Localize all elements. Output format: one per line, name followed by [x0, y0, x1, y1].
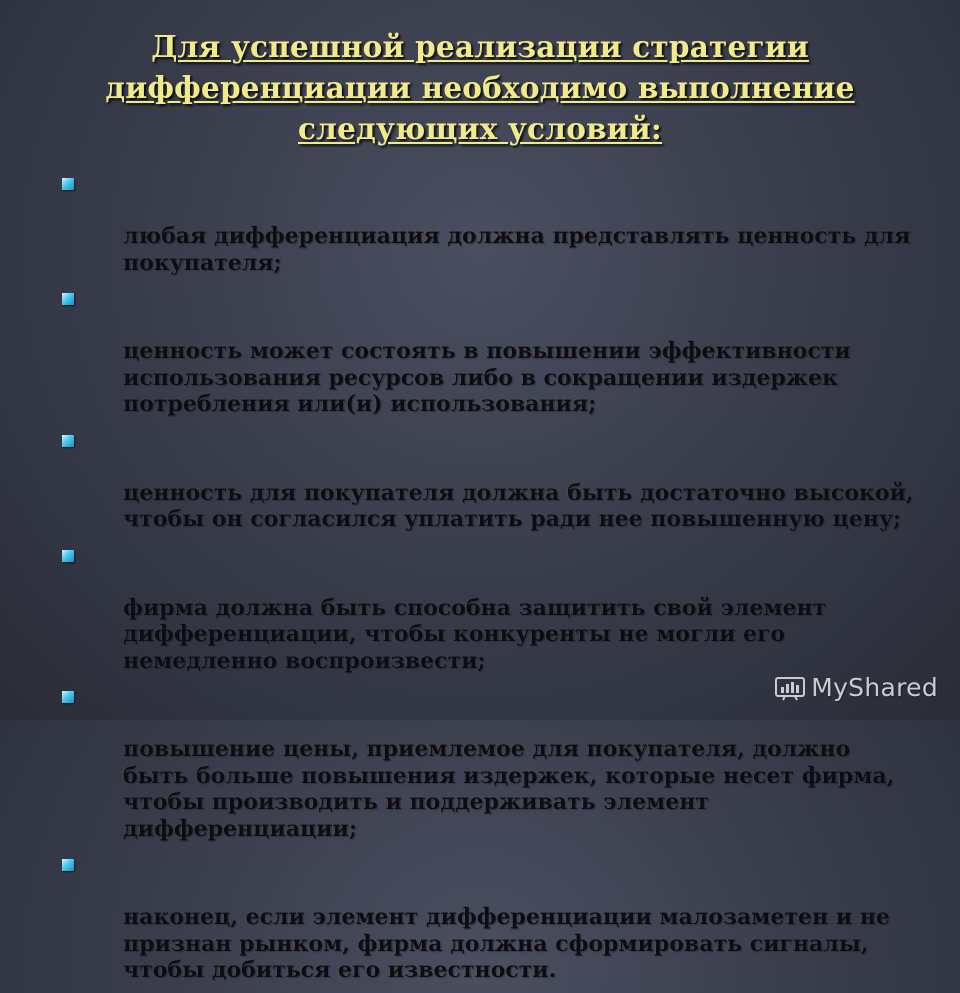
myshared-logo-icon [775, 675, 805, 701]
title-line-3: следующих условий: [297, 111, 663, 146]
bullet-item [62, 285, 922, 418]
title-line-1: Для успешной реализации стратегии [151, 29, 809, 64]
bullet-item [62, 427, 922, 533]
bullet-list [62, 170, 922, 993]
bullet-text: ценность может состоять в повышении эффективности использования ресурсов либо в сокращении издержек потребления или(и) использования; [123, 338, 851, 417]
square-bullet-icon [62, 293, 74, 305]
bullet-text: фирма должна быть способна защитить свой элемент дифференциации, чтобы конкуренты не могли его немедленно воспроизвести; [123, 594, 827, 674]
square-bullet-icon [62, 691, 74, 703]
slide-title [60, 26, 900, 149]
square-bullet-icon [62, 435, 74, 447]
bullet-text: повышение цены, приемлемое для покупателя, должно быть больше повышения издержек, которые несет фирма, чтобы производить и поддерживать элемент дифференциации; [123, 736, 895, 842]
square-bullet-icon [62, 178, 74, 190]
bullet-text: любая дифференциация должна представлять ценность для покупателя; [123, 223, 911, 276]
square-bullet-icon [62, 859, 74, 871]
bullet-item [62, 542, 922, 675]
bullet-text: наконец, если элемент дифференциации малозаметен и не признан рынком, фирма должна сформировать сигналы, чтобы добиться его известности. [123, 904, 890, 983]
myshared-watermark [775, 673, 938, 702]
bullet-item [62, 683, 922, 842]
watermark-text: MyShared [811, 673, 938, 702]
title-line-2: дифференциации необходимо выполнение [105, 70, 855, 105]
bullet-item [62, 851, 922, 984]
square-bullet-icon [62, 550, 74, 562]
bullet-item [62, 170, 922, 276]
bullet-text: ценность для покупателя должна быть достаточно высокой, чтобы он согласился уплатить ради нее повышенную цену; [123, 479, 914, 532]
